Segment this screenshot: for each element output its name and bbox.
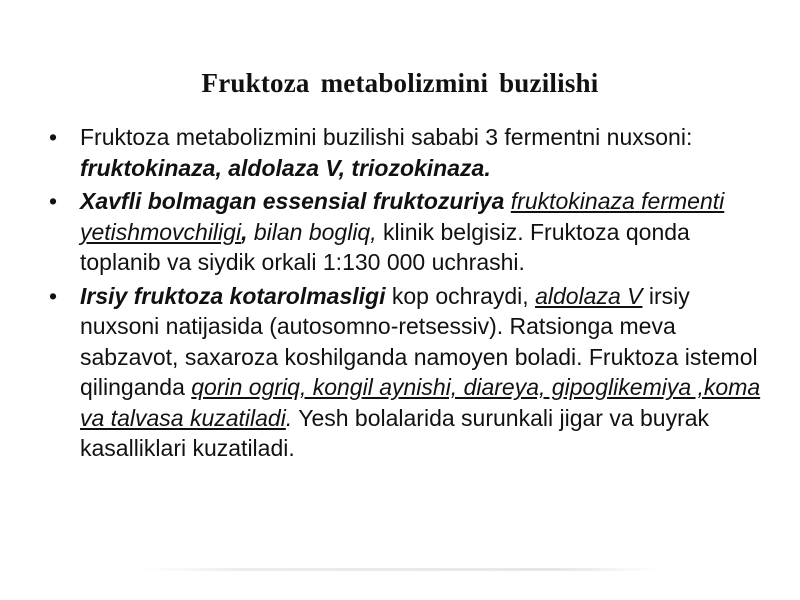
text-run-italic-underline: aldolaza V (535, 282, 643, 309)
bullet-item (44, 281, 764, 464)
bullet-text (80, 124, 692, 181)
text-run: irsiy nuxsoni natijasida (autosomno-retsessiv). Ratsionga meva sabzavot, saxaroza koshilganda namoyen boladi. Fruktoza istemol qilinganda (80, 282, 758, 400)
text-run-bold-italic: Xavfli bolmagan essensial fruktozuriya (80, 188, 505, 214)
bullet-item (44, 186, 764, 278)
text-run-italic-underline: qorin ogriq, kongil aynishi, diareya, gipoglikemiya ,koma va talvasa kuzatiladi (80, 374, 761, 431)
bullet-marker: • (48, 282, 58, 309)
bullet-text (80, 188, 724, 275)
bullet-marker: • (48, 124, 58, 150)
slide-title: Fruktoza metabolizmini buzilishi (201, 68, 599, 98)
bottom-divider (140, 568, 660, 571)
bullet-item (44, 122, 764, 183)
text-run-bold-italic: fruktokinaza, aldolaza V, triozokinaza. (80, 154, 491, 181)
text-run-bold-italic: Irsiy fruktoza kotarolmasligi (80, 282, 386, 309)
bullet-list (44, 122, 764, 467)
text-run-italic: . (285, 404, 293, 431)
bullet-marker: • (48, 188, 58, 214)
text-run-italic: bilan bogliq, (253, 218, 377, 245)
text-run: kop ochraydi, (385, 282, 536, 309)
text-run: Yesh bolalarida surunkali jigar va buyrak kasalliklari kuzatiladi. (80, 404, 710, 461)
text-run: Fruktoza metabolizmini buzilishi sababi 3 fermentni nuxsoni: (80, 124, 693, 150)
bullet-text (80, 283, 760, 462)
text-run-italic-underline: fruktokinaza fermenti yetishmovchiligi (80, 188, 725, 245)
text-run: klinik belgisiz. Fruktoza qonda toplanib va siydik orkali 1:130 000 uchrashi. (80, 218, 690, 275)
text-run-bold-italic: , (241, 218, 248, 245)
